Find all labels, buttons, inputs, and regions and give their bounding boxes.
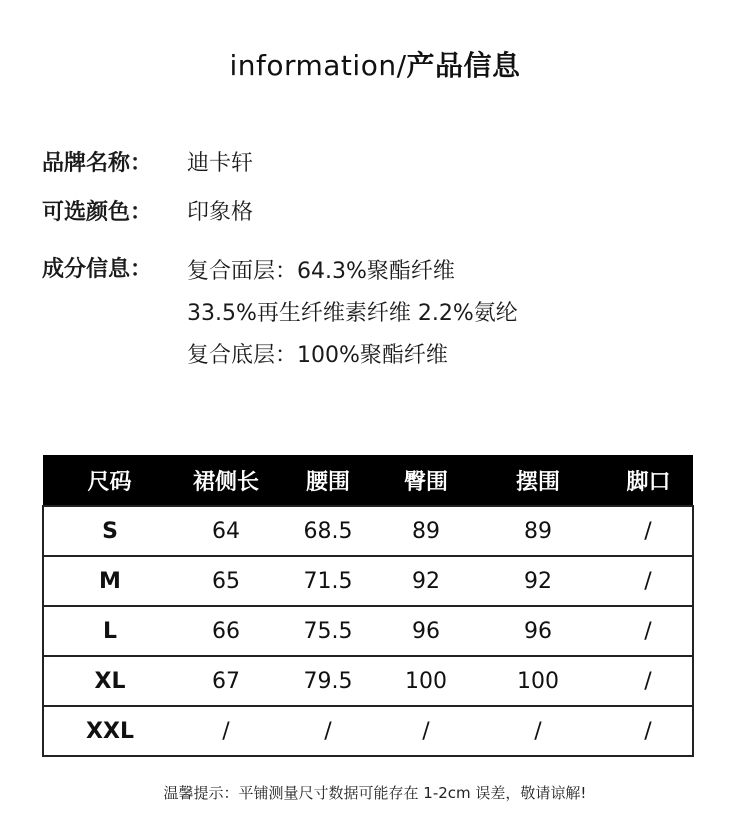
cell-size: S (43, 506, 176, 556)
cell-hem: 89 (472, 506, 604, 556)
table-row (43, 506, 693, 556)
table-row (43, 656, 693, 706)
brand-label: 品牌名称： (42, 151, 153, 176)
cell-waist: 68.5 (276, 506, 380, 556)
cell-leg-opening: / (604, 606, 693, 656)
cell-hip: / (380, 706, 472, 756)
header-hem: 摆围 (472, 455, 604, 506)
cell-leg-opening: / (604, 556, 693, 606)
table-row (43, 706, 693, 756)
cell-leg-opening: / (604, 706, 693, 756)
cell-hem: 96 (472, 606, 604, 656)
cell-leg-opening: / (604, 506, 693, 556)
cell-side-length: / (176, 706, 276, 756)
cell-side-length: 64 (176, 506, 276, 556)
header-side-length: 裙侧长 (176, 455, 276, 506)
cell-waist: / (276, 706, 380, 756)
cell-waist: 79.5 (276, 656, 380, 706)
title-en: information/ (229, 49, 407, 82)
color-value: 印象格 (187, 200, 254, 225)
cell-leg-opening: / (604, 656, 693, 706)
cell-side-length: 67 (176, 656, 276, 706)
cell-side-length: 66 (176, 606, 276, 656)
cell-size: XL (43, 656, 176, 706)
composition-line: 复合面层：64.3%聚酯纤维 (187, 259, 455, 284)
composition-line: 复合底层：100%聚酯纤维 (187, 343, 448, 368)
cell-size: M (43, 556, 176, 606)
measurement-note: 温馨提示：平铺测量尺寸数据可能存在 1-2cm 误差，敬请谅解! (163, 784, 587, 802)
cell-hem: 92 (472, 556, 604, 606)
cell-hem: / (472, 706, 604, 756)
cell-hem: 100 (472, 656, 604, 706)
composition-label: 成分信息： (42, 257, 153, 282)
size-table (42, 455, 694, 757)
header-hip: 臀围 (380, 455, 472, 506)
header-size: 尺码 (43, 455, 176, 506)
brand-value: 迪卡轩 (187, 151, 254, 176)
table-header-row (43, 455, 693, 506)
page-title (0, 44, 750, 84)
cell-hip: 96 (380, 606, 472, 656)
cell-waist: 71.5 (276, 556, 380, 606)
header-waist: 腰围 (276, 455, 380, 506)
cell-waist: 75.5 (276, 606, 380, 656)
composition-line: 33.5%再生纤维素纤维 2.2%氨纶 (187, 301, 518, 326)
cell-size: XXL (43, 706, 176, 756)
table-row (43, 606, 693, 656)
cell-hip: 89 (380, 506, 472, 556)
title-cn: 产品信息 (406, 49, 521, 82)
cell-side-length: 65 (176, 556, 276, 606)
cell-hip: 92 (380, 556, 472, 606)
table-row (43, 556, 693, 606)
header-leg-opening: 脚口 (604, 455, 693, 506)
cell-size: L (43, 606, 176, 656)
color-label: 可选颜色： (42, 200, 153, 225)
cell-hip: 100 (380, 656, 472, 706)
